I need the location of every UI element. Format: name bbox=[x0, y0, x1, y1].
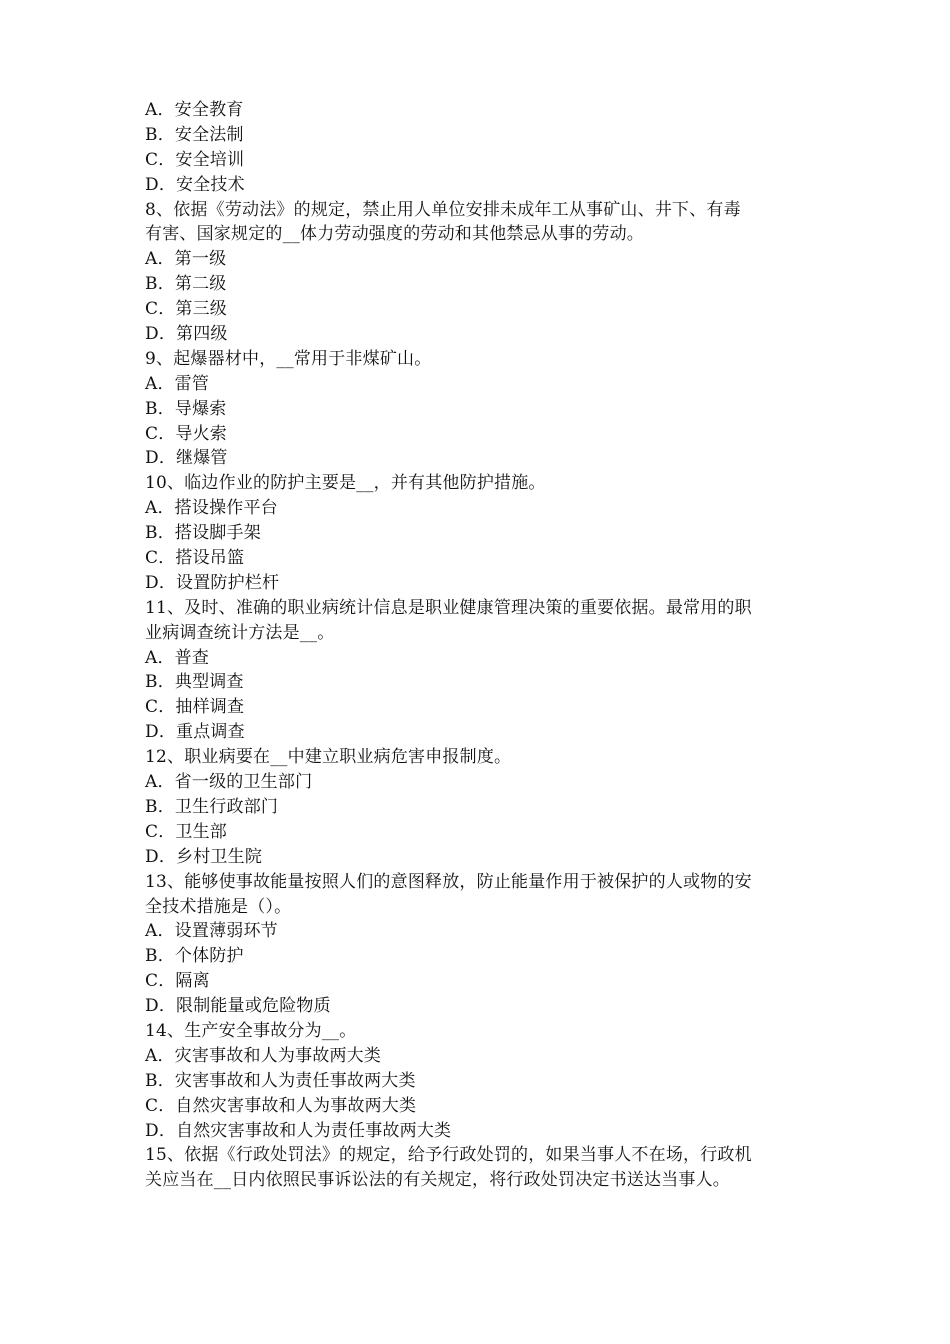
option-line: C．隔离 bbox=[145, 971, 210, 992]
option-line: B．安全法制 bbox=[145, 124, 244, 145]
option-line: D．设置防护栏杆 bbox=[145, 572, 280, 593]
question-11-line: 业病调查统计方法是__。 bbox=[145, 622, 335, 643]
document-body bbox=[145, 98, 825, 1193]
option-line: D．第四级 bbox=[145, 324, 228, 345]
option-line: D．安全技术 bbox=[145, 174, 245, 195]
option-line: C．安全培训 bbox=[145, 149, 245, 170]
question-14-line: 14、生产安全事故分为__。 bbox=[145, 1020, 357, 1041]
question-8-line: 8、依据《劳动法》的规定，禁止用人单位安排未成年工从事矿山、井下、有毒 bbox=[145, 199, 741, 220]
option-line: A．安全教育 bbox=[145, 100, 244, 120]
question-10-line: 10、临边作业的防护主要是__，并有其他防护措施。 bbox=[145, 473, 546, 494]
option-line: A．灾害事故和人为事故两大类 bbox=[145, 1045, 382, 1066]
option-line: A．第一级 bbox=[145, 249, 227, 270]
option-line: A．雷管 bbox=[145, 373, 210, 394]
option-line: D．重点调查 bbox=[145, 722, 245, 743]
option-line: A．省一级的卫生部门 bbox=[145, 772, 313, 793]
question-15-line: 关应当在__日内依照民事诉讼法的有关规定，将行政处罚决定书送达当事人。 bbox=[145, 1170, 730, 1191]
option-line: C．卫生部 bbox=[145, 821, 228, 842]
option-line: A．普查 bbox=[145, 647, 210, 668]
option-line: D．限制能量或危险物质 bbox=[145, 996, 331, 1017]
option-line: B．卫生行政部门 bbox=[145, 796, 279, 817]
option-line: B．第二级 bbox=[145, 274, 227, 295]
question-13-line: 全技术措施是（）。 bbox=[145, 896, 292, 917]
option-line: D．自然灾害事故和人为责任事故两大类 bbox=[145, 1120, 452, 1141]
option-line: D．继爆管 bbox=[145, 448, 228, 469]
question-9-line: 9、起爆器材中，__常用于非煤矿山。 bbox=[145, 348, 432, 369]
option-line: A．搭设操作平台 bbox=[145, 498, 278, 519]
option-line: C．搭设吊篮 bbox=[145, 548, 245, 569]
option-line: B．典型调查 bbox=[145, 672, 244, 693]
option-line: C．导火索 bbox=[145, 423, 228, 444]
option-line: C．自然灾害事故和人为事故两大类 bbox=[145, 1095, 417, 1116]
question-12-line: 12、职业病要在__中建立职业病危害申报制度。 bbox=[145, 747, 512, 768]
question-8-line: 有害、国家规定的__体力劳动强度的劳动和其他禁忌从事的劳动。 bbox=[145, 224, 644, 245]
option-line: B．灾害事故和人为责任事故两大类 bbox=[145, 1070, 416, 1091]
question-11-line: 11、及时、准确的职业病统计信息是职业健康管理决策的重要依据。最常用的职 bbox=[145, 597, 752, 618]
option-line: A．设置薄弱环节 bbox=[145, 921, 278, 942]
question-13-line: 13、能够使事故能量按照人们的意图释放，防止能量作用于被保护的人或物的安 bbox=[145, 871, 752, 892]
option-line: B．搭设脚手架 bbox=[145, 523, 261, 544]
option-line: C．抽样调查 bbox=[145, 697, 245, 718]
question-15-line: 15、依据《行政处罚法》的规定，给予行政处罚的，如果当事人不在场，行政机 bbox=[145, 1145, 752, 1166]
option-line: B．个体防护 bbox=[145, 946, 244, 967]
option-line: B．导爆索 bbox=[145, 398, 227, 419]
option-line: D．乡村卫生院 bbox=[145, 846, 263, 867]
option-line: C．第三级 bbox=[145, 299, 228, 320]
